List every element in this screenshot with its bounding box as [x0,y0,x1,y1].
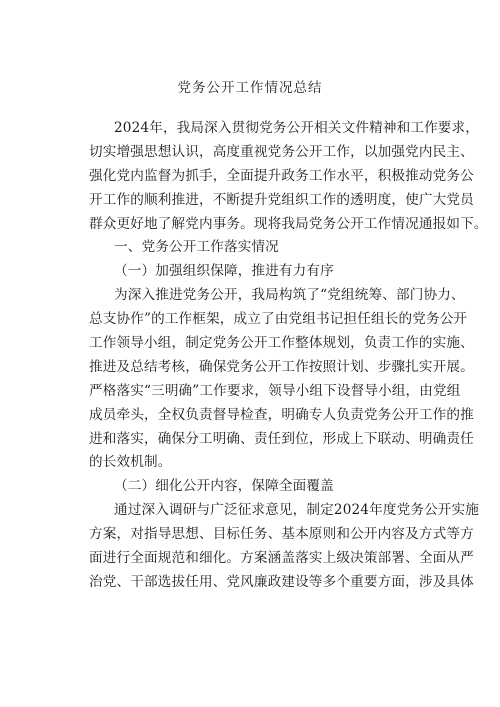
document-title: 党务公开工作情况总结 [177,80,323,96]
section-heading: （一）加强组织保障，推进有力有序 [114,263,334,280]
paragraph-line: 面进行全面规范和细化。方案涵盖落实上级决策部署、全面从严 [89,550,474,567]
paragraph-line: 为深入推进党务公开，我局构筑了“党组统筹、部门协力、 [114,287,465,304]
paragraph-line: 通过深入调研与广泛征求意见，制定2024年度党务公开实施 [114,502,480,519]
paragraph-line: 群众更好地了解党内事务。现将我局党务公开工作情况通报如下。 [89,215,488,232]
paragraph-line: 方案，对指导思想、目标任务、基本原则和公开内容及方式等方 [89,526,474,543]
section-heading: 一、党务公开工作落实情况 [114,239,279,256]
paragraph-line: 2024年，我局深入贯彻党务公开相关文件精神和工作要求， [114,120,480,136]
paragraph-line: 进和落实，确保分工明确、责任到位，形成上下联动、明确责任 [89,430,474,447]
paragraph-line: 切实增强思想认识，高度重视党务公开工作，以加强党内民主、 [89,143,474,160]
section-heading: （二）细化公开内容，保障全面覆盖 [114,478,334,495]
paragraph-line: 开工作的顺利推进，不断提升党组织工作的透明度，使广大党员 [89,191,474,208]
paragraph-line: 总支协作”的工作框架，成立了由党组书记担任组长的党务公开 [89,311,468,328]
paragraph-line: 推进及总结考核，确保党务公开工作按照计划、步骤扎实开展。 [89,358,474,375]
paragraph-line: 工作领导小组，制定党务公开工作整体规划，负责工作的实施、 [89,335,474,352]
document-body [89,117,488,595]
paragraph-line: 的长效机制。 [89,454,172,471]
paragraph-line: 严格落实“三明确”工作要求，领导小组下设督导小组，由党组 [89,382,461,399]
paragraph-line: 强化党内监督为抓手，全面提升政务工作水平，积极推动党务公 [89,167,474,184]
paragraph-line: 成员牵头，全权负责督导检查，明确专人负责党务公开工作的推 [89,406,474,423]
paragraph-line: 治党、干部选拔任用、党风廉政建设等多个重要方面，涉及具体 [89,573,474,590]
